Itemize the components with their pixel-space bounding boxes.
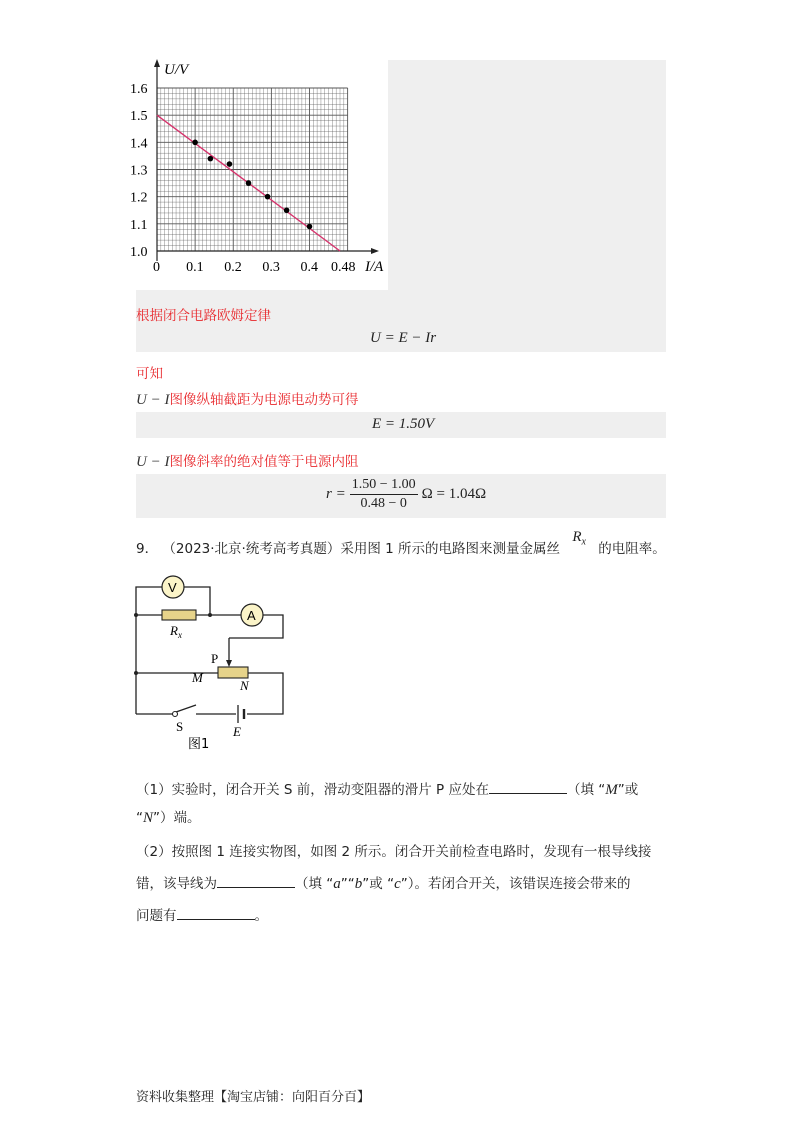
r-rhs: Ω = 1.04Ω [421,486,487,502]
origin-label: 0 [153,260,160,275]
part-2-line2: 错，该导线为 （填 “a”“b”或 “c”）。若闭合开关，该错误连接会带来的 [136,872,631,893]
question-9-stem [136,529,666,560]
rx-symbol: $R_x$ [572,529,586,548]
data-point [192,140,198,146]
question-number: 9． [136,541,159,557]
data-point [208,156,214,162]
x-axis-arrow [371,248,379,254]
y-axis-label: U/V [164,62,189,78]
wire-n-to-right [247,673,283,714]
end-m-label: M [192,670,203,685]
footer: 资料收集整理【淘宝店铺：向阳百分百】 [136,1090,371,1105]
ui-symbol: U − I [136,454,170,470]
y-axis-arrow [154,59,160,67]
switch-pivot [173,712,178,717]
data-point [246,180,252,186]
rheostat [218,667,248,678]
slider-label: P [211,651,219,666]
x-tick-labels [186,260,355,275]
y-tick-label: 1.0 [130,245,148,260]
equation-emf: E = 1.50V [372,416,435,432]
r-lhs: r = [326,486,346,502]
part-2-line1: （2）按照图 1 连接实物图，如图 2 所示。闭合开关前检查电路时，发现有一根导线接 [136,844,652,860]
y-tick-label: 1.5 [130,109,148,125]
r-numerator: 1.50 − 1.00 [350,476,418,495]
data-point [227,161,233,167]
y-tick-label: 1.3 [130,163,148,179]
resistor-rx [162,610,196,620]
x-tick-label: 0.4 [300,260,318,275]
answer-blank-3[interactable] [177,905,255,920]
x-tick-label: 0.48 [331,260,356,275]
y-tick-label: 1.4 [130,136,148,152]
r-denominator: 0.48 − 0 [360,496,407,511]
figure-caption: 图1 [188,737,210,752]
circuit-diagram [126,574,306,754]
part-1-line2: “N”）端。 [136,810,201,826]
conclude-text: 可知 [136,366,163,382]
wire-voltmeter-left [136,587,162,615]
law-text: 根据闭合电路欧姆定律 [136,308,271,324]
voltmeter-label: V [168,580,177,595]
question-tail: 的电阻率。 [598,541,666,557]
data-point [284,207,290,213]
ui-symbol: U − I [136,392,170,408]
slope-text: 图像斜率的绝对值等于电源内阻 [169,454,359,470]
end-n-label: N [240,678,249,693]
ammeter-label: A [247,608,256,623]
node-2 [208,613,212,617]
data-point [265,194,271,200]
x-tick-label: 0.2 [224,260,242,275]
part-1-line1: （1）实验时，闭合开关 S 前，滑动变阻器的滑片 P 应处在 （填 “M”或 [136,778,638,799]
x-axis-label: I/A [365,259,384,275]
emf-label: E [233,724,241,739]
node-3 [134,671,138,675]
part-2-line3: 问题有 。 [136,904,268,924]
slope-line [136,450,358,471]
switch-label: S [176,719,184,734]
r-fraction [350,476,418,513]
y-tick-label: 1.2 [130,190,148,206]
node-1 [134,613,138,617]
equation-ohm: U = E − Ir [370,330,437,346]
intercept-text: 图像纵轴截距为电源电动势可得 [169,392,359,408]
slider-arrow [226,660,232,667]
answer-blank-2[interactable] [217,873,295,888]
answer-blank-1[interactable] [489,779,567,794]
question-source: （2023·北京·统考高考真题）采用图 1 所示的电路图来测量金属丝 [162,541,561,557]
solution-panel-chart [388,60,666,290]
x-tick-label: 0.3 [262,260,280,275]
x-tick-label: 0.1 [186,260,204,275]
switch-blade [176,705,196,712]
intercept-line [136,388,358,409]
equation-resistance [326,476,486,513]
y-tick-labels [130,82,148,260]
y-tick-label: 1.1 [130,217,148,233]
rx-label: $R_x$ [170,623,182,640]
y-tick-label: 1.6 [130,82,148,97]
ui-graph [128,56,388,276]
data-point [307,224,313,230]
